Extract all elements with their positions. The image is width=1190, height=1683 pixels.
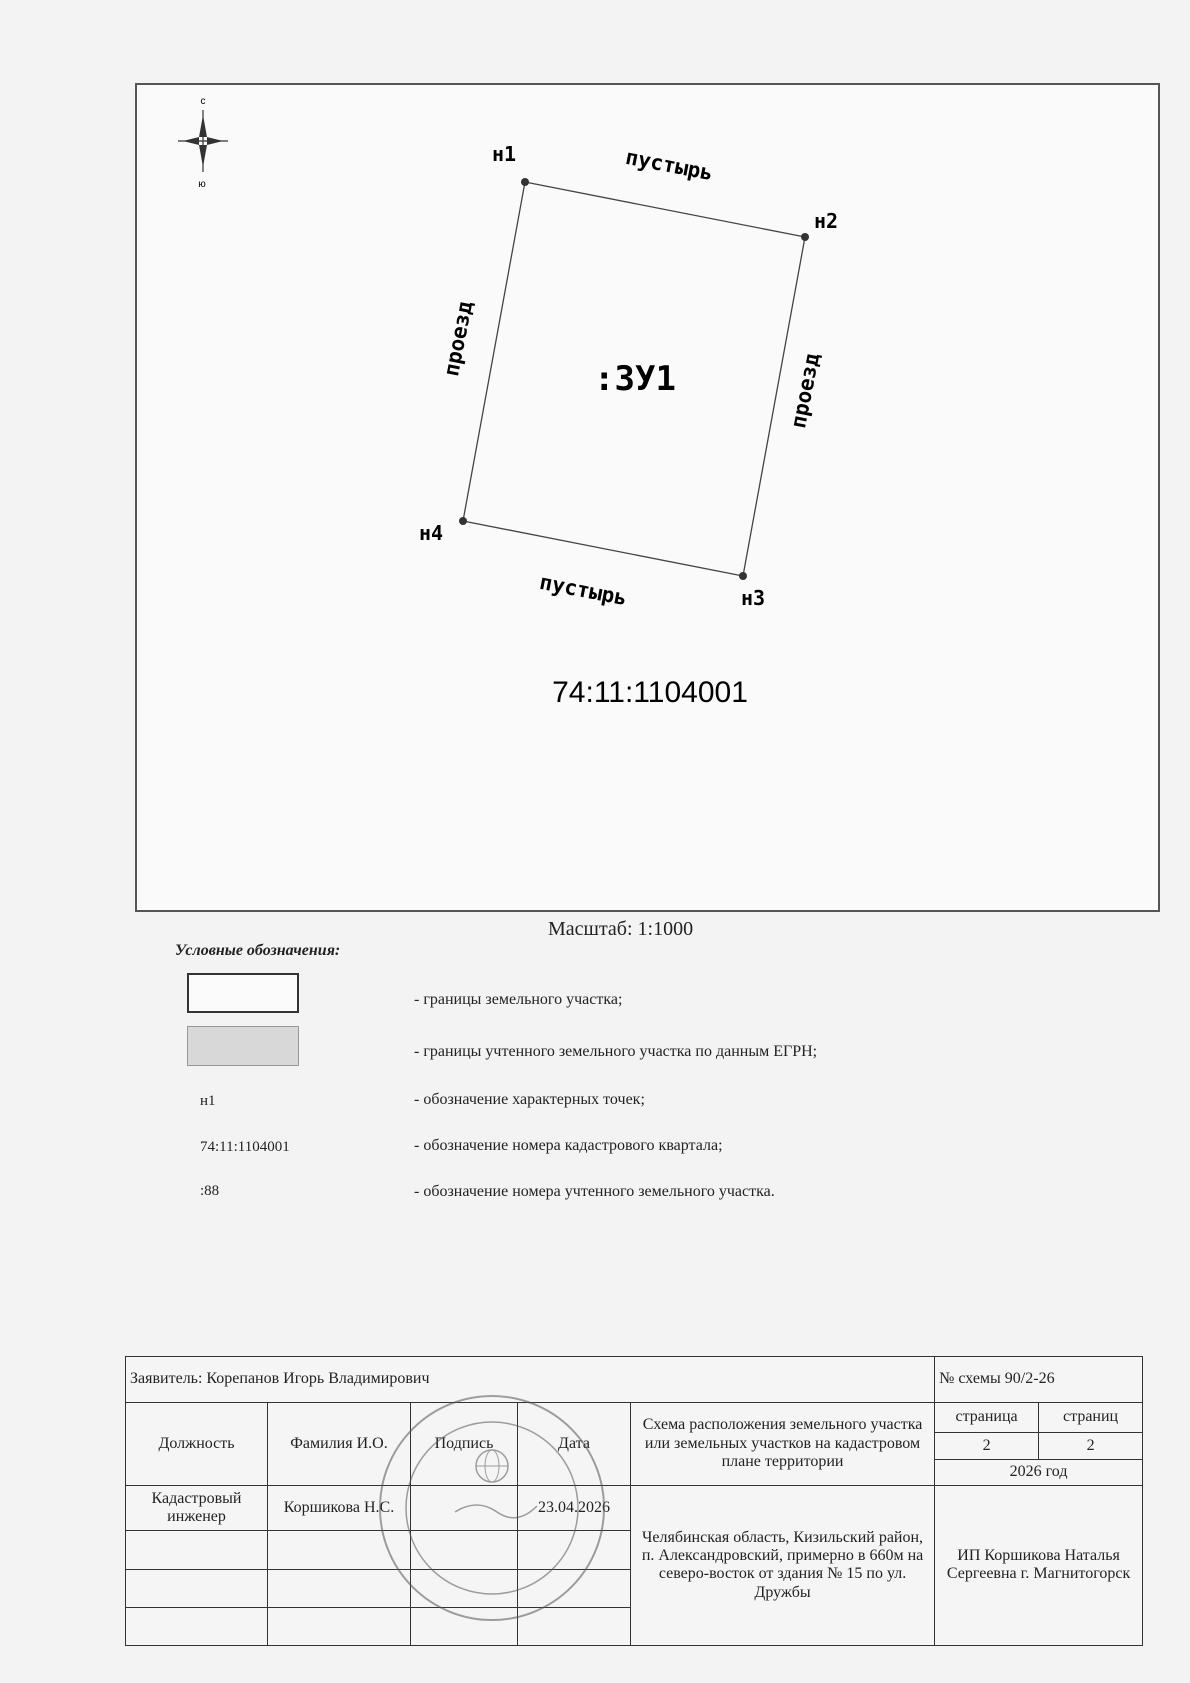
header-page: страница bbox=[935, 1402, 1039, 1433]
legend-desc-quarter: - обозначение номера кадастрового квартала; bbox=[414, 1137, 723, 1154]
legend-title: Условные обозначения: bbox=[175, 942, 341, 959]
point-marker-n1 bbox=[521, 178, 529, 186]
legend-swatch-egrn bbox=[187, 1026, 299, 1066]
compass-north-label: с bbox=[200, 96, 206, 107]
header-pages: страниц bbox=[1039, 1402, 1143, 1433]
neighbor-right-label: проезд bbox=[786, 351, 825, 431]
engineer-name: Коршикова Н.С. bbox=[268, 1485, 411, 1531]
company: ИП Коршикова Наталья Сергеевна г. Магнитогорск bbox=[935, 1485, 1143, 1645]
point-marker-n4 bbox=[459, 517, 467, 525]
legend-desc-boundary: - границы земельного участка; bbox=[414, 991, 623, 1008]
compass-south-label: ю bbox=[198, 179, 206, 190]
compass-icon bbox=[178, 110, 228, 172]
header-name: Фамилия И.О. bbox=[268, 1402, 411, 1485]
document-title: Схема расположения земельного участка или земельных участков на кадастровом плане территории bbox=[631, 1402, 935, 1485]
legend-symbol-point: н1 bbox=[200, 1093, 216, 1109]
header-signature: Подпись bbox=[411, 1402, 518, 1485]
point-label-n3: н3 bbox=[741, 586, 766, 610]
year: 2026 год bbox=[935, 1459, 1143, 1485]
legend-desc-egrn: - границы учтенного земельного участка по данным ЕГРН; bbox=[414, 1043, 818, 1060]
applicant: Заявитель: Корепанов Игорь Владимирович bbox=[126, 1357, 935, 1403]
header-date: Дата bbox=[518, 1402, 631, 1485]
legend-symbol-parcel: :88 bbox=[200, 1183, 220, 1199]
sign-date: 23.04.2026 bbox=[518, 1485, 631, 1531]
point-label-n2: н2 bbox=[814, 209, 839, 233]
neighbor-bottom-label: пустырь bbox=[537, 569, 630, 611]
location: Челябинская область, Кизильский район, п. Александровский, примерно в 660м на северо-восток от здания № 15 по ул. Дружбы bbox=[631, 1485, 935, 1645]
scale-label: Масштаб: 1:1000 bbox=[548, 918, 694, 940]
legend-symbol-quarter: 74:11:1104001 bbox=[200, 1139, 290, 1155]
page-number: 2 bbox=[935, 1433, 1039, 1459]
signature-cell bbox=[411, 1485, 518, 1531]
pages-count: 2 bbox=[1039, 1433, 1143, 1459]
scheme-number: № схемы 90/2-26 bbox=[935, 1357, 1143, 1403]
legend-desc-parcel: - обозначение номера учтенного земельного участка. bbox=[414, 1183, 775, 1200]
legend-swatch-boundary bbox=[187, 973, 299, 1013]
point-marker-n2 bbox=[801, 233, 809, 241]
point-label-n1: н1 bbox=[492, 142, 517, 166]
quarter-number: 74:11:1104001 bbox=[552, 676, 748, 709]
point-marker-n3 bbox=[739, 572, 747, 580]
header-position: Должность bbox=[126, 1402, 268, 1485]
parcel-label: :ЗУ1 bbox=[594, 359, 676, 399]
legend-desc-point: - обозначение характерных точек; bbox=[414, 1091, 645, 1108]
title-block bbox=[125, 1356, 1143, 1646]
neighbor-top-label: пустырь bbox=[623, 144, 716, 186]
neighbor-left-label: проезд bbox=[439, 299, 478, 379]
role: Кадастровый инженер bbox=[126, 1485, 268, 1531]
point-label-n4: н4 bbox=[419, 521, 444, 545]
